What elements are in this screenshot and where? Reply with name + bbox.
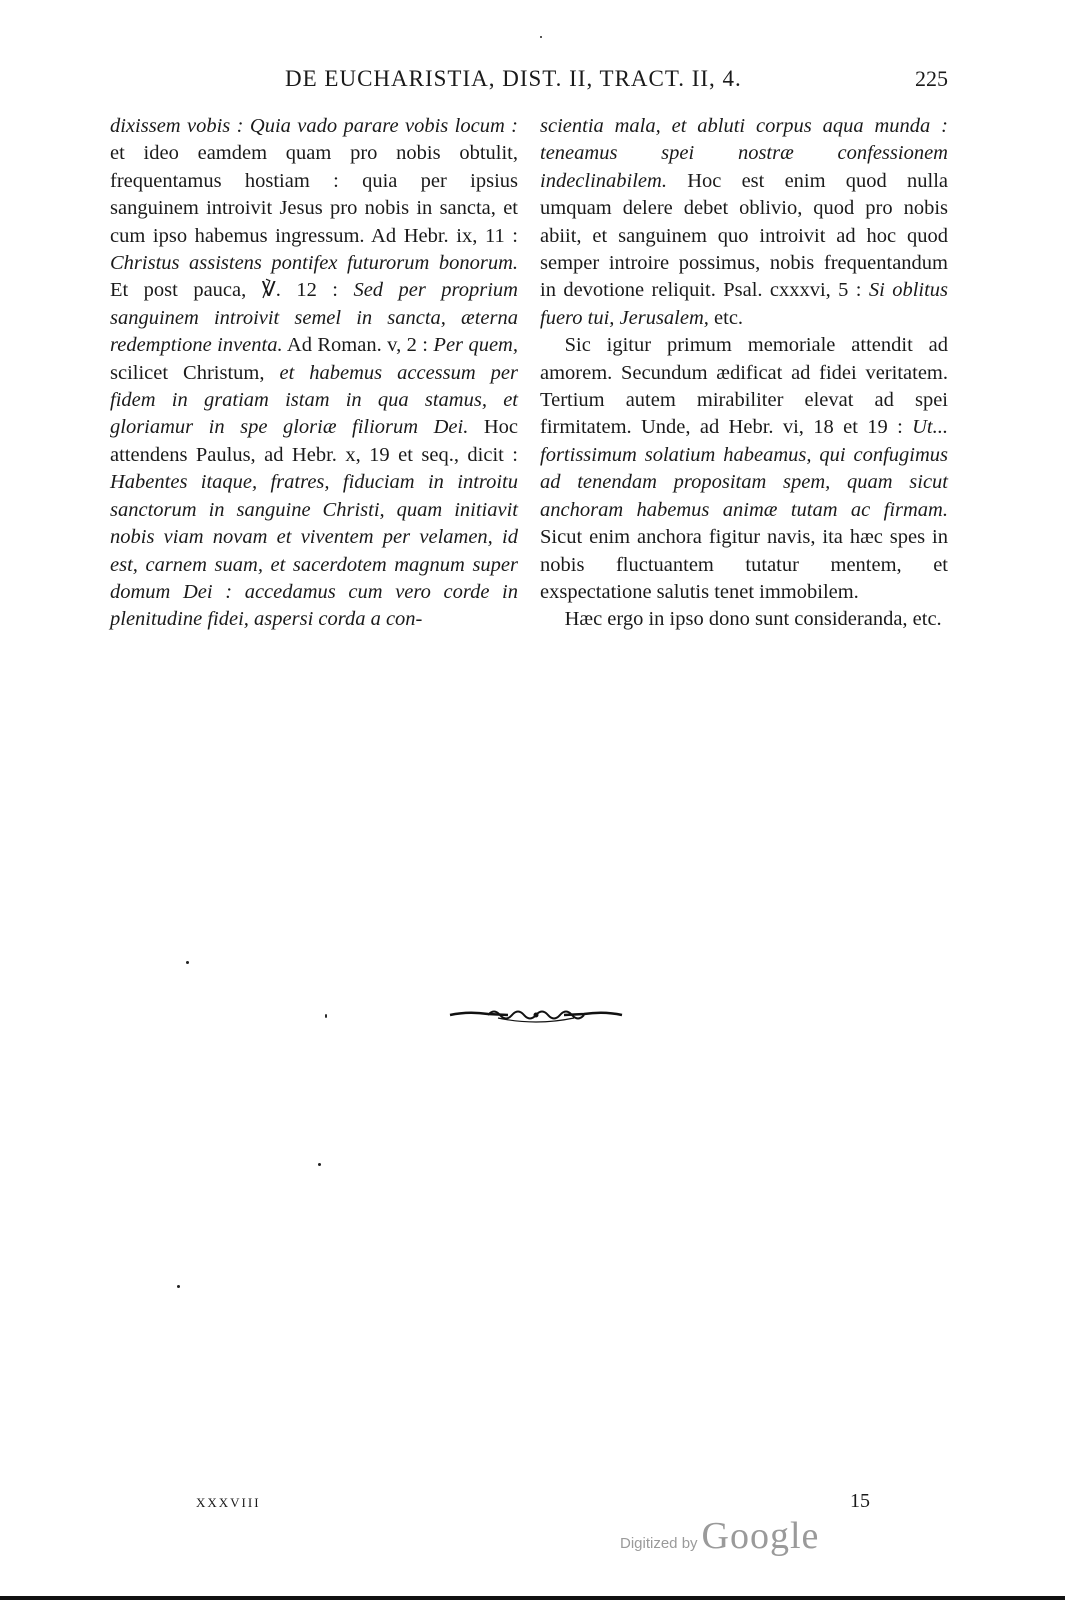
speck <box>186 961 189 964</box>
paragraph: scientia mala, et abluti corpus aqua munda : teneamus spei nostræ confessionem indeclinabilem. Hoc est enim quod nulla umquam delere debet oblivio, quod pro nobis abiit, et sanguinem quo introivit ad hoc quod semper introire possimus, nobis frequentandum in devotione reliquit. Psal. cxxxvi, 5 : Si oblitus fuero tui, Jerusalem, etc. <box>540 115 949 329</box>
running-title: DE EUCHARISTIA, DIST. II, TRACT. II, 4. <box>285 66 742 91</box>
paragraph: Sic igitur primum memoriale attendit ad amorem. Secundum ædificat ad fidei veritatem. Tertium autem mirabiliter elevat ad spei firmitatem. Unde, ad Hebr. vi, 18 et 19 : Ut... fortissimum solatium habeamus, qui confugimus ad tenendam propositam spem, quam sicut anchoram habemus animæ tutam ac firmam. Sicut enim anchora figitur navis, ita hæc spes in nobis fluctuantem tutatur mentem, et exspectatione salutis tenet immobilem. <box>540 334 948 603</box>
paragraph: dixissem vobis : Quia vado parare vobis locum : et ideo eamdem quam pro nobis obtulit, frequentamus hostiam : quia per ipsius sanguinem introivit Jesus pro nobis in sancta, et cum ipso habemus ingressum. Ad Hebr. ix, 11 : Christus assistens pontifex futurorum bonorum. Et post pauca, ℣. 12 : Sed per proprium sanguinem introivit semel in sancta, æterna redemptione inventa. Ad Roman. v, 2 : Per quem, scilicet Christum, et habemus accessum per fidem in gratiam istam in qua stamus, et gloriamur in spe gloriæ filiorum Dei. Hoc attendens Paulus, ad Hebr. x, 19 et seq., dicit : Habentes itaque, fratres, fiduciam in introitu sanctorum in sanguine Christi, quam initiavit nobis viam novam et viventem per velamen, id est, carnem suam, et sacerdotem magnum super domum Dei : accedamus cum vero corde in plenitudine fidei, aspersi corda a con- <box>110 115 519 631</box>
left-column <box>110 113 518 634</box>
digitized-watermark <box>620 1514 819 1558</box>
speck <box>540 36 542 38</box>
paragraph: Hæc ergo in ipso dono sunt consideranda, etc. <box>564 608 942 631</box>
folio-number: 15 <box>850 1490 870 1512</box>
watermark-logo: Google <box>701 1515 820 1557</box>
right-column <box>540 113 948 634</box>
speck <box>325 1014 327 1018</box>
ornament-divider <box>448 1006 624 1024</box>
page-number: 225 <box>915 66 948 91</box>
scan-edge <box>0 1596 1065 1600</box>
signature-mark: XXXVIII <box>196 1495 261 1510</box>
speck <box>177 1285 180 1288</box>
watermark-text: Digitized by <box>620 1535 698 1552</box>
speck <box>318 1163 321 1166</box>
running-head <box>110 66 948 98</box>
